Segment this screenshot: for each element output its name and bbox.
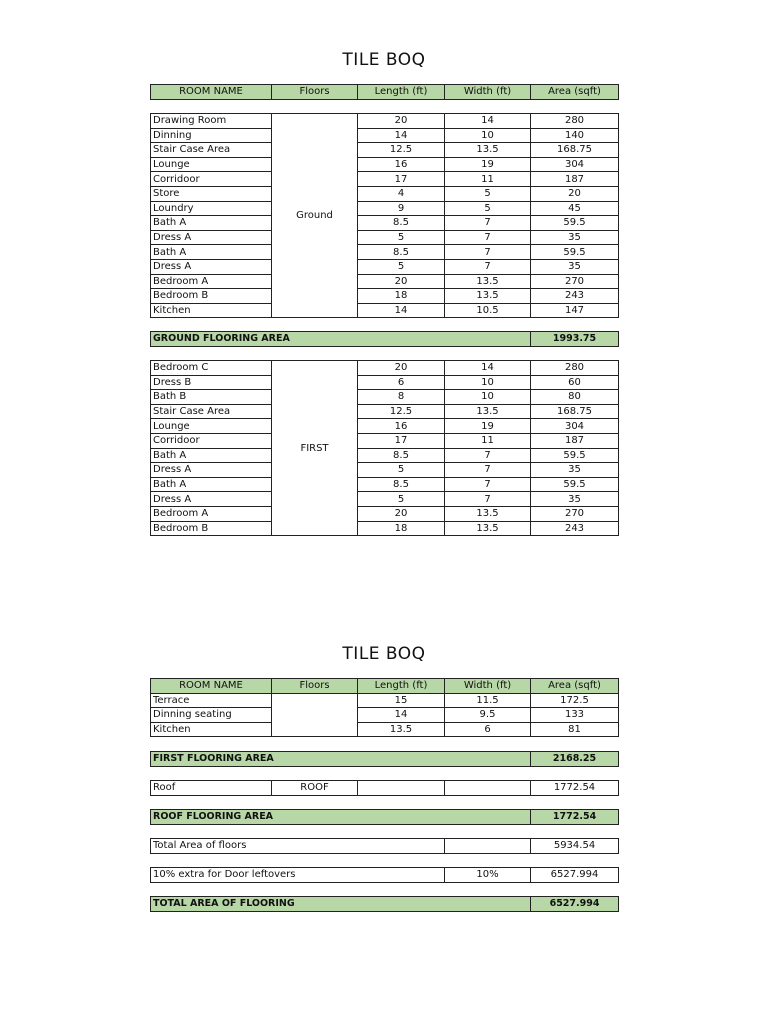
table-row xyxy=(151,375,619,390)
ground-floor-table xyxy=(150,113,619,318)
width-cell: 13.5 xyxy=(445,404,531,419)
room-name-cell: Bedroom A xyxy=(151,274,272,289)
room-name-cell: Bath A xyxy=(151,216,272,231)
header-length: Length (ft) xyxy=(358,679,445,694)
area-cell: 45 xyxy=(531,201,619,216)
room-name-cell: Dress A xyxy=(151,463,272,478)
length-cell: 17 xyxy=(358,172,445,187)
roof-total-label: ROOF FLOORING AREA xyxy=(151,810,531,825)
page-title: TILE BOQ xyxy=(342,50,426,70)
table-row xyxy=(151,216,619,231)
first-total-label: FIRST FLOORING AREA xyxy=(151,752,531,767)
width-cell: 7 xyxy=(445,477,531,492)
roof-room-name: Roof xyxy=(151,781,272,796)
room-name-cell: Dinning xyxy=(151,128,272,143)
table-row xyxy=(151,274,619,289)
length-cell: 12.5 xyxy=(358,143,445,158)
area-cell: 243 xyxy=(531,521,619,536)
header-room-name: ROOM NAME xyxy=(151,85,272,100)
area-cell: 304 xyxy=(531,419,619,434)
area-cell: 270 xyxy=(531,506,619,521)
width-cell: 6 xyxy=(445,722,531,737)
room-name-cell: Bath B xyxy=(151,390,272,405)
table-row xyxy=(151,693,619,708)
length-cell: 5 xyxy=(358,259,445,274)
area-cell: 280 xyxy=(531,361,619,376)
length-cell: 4 xyxy=(358,186,445,201)
area-cell: 187 xyxy=(531,172,619,187)
table-row xyxy=(151,303,619,318)
area-cell: 168.75 xyxy=(531,143,619,158)
first-total-value: 2168.25 xyxy=(531,752,619,767)
floor-cell xyxy=(272,693,358,737)
total-floors-empty xyxy=(445,839,531,854)
width-cell: 7 xyxy=(445,216,531,231)
length-cell: 17 xyxy=(358,433,445,448)
ground-total-label: GROUND FLOORING AREA xyxy=(151,332,531,347)
table-row xyxy=(151,128,619,143)
length-cell: 12.5 xyxy=(358,404,445,419)
floor-cell: FIRST xyxy=(272,361,358,536)
total-floors-label: Total Area of floors xyxy=(151,839,445,854)
table-row xyxy=(151,477,619,492)
table-row xyxy=(151,419,619,434)
roof-total-row xyxy=(151,810,619,825)
room-name-cell: Bedroom A xyxy=(151,506,272,521)
roof-floor: ROOF xyxy=(272,781,358,796)
room-name-cell: Bath A xyxy=(151,477,272,492)
area-cell: 270 xyxy=(531,274,619,289)
width-cell: 10 xyxy=(445,128,531,143)
width-cell: 9.5 xyxy=(445,708,531,723)
width-cell: 13.5 xyxy=(445,274,531,289)
room-name-cell: Lounge xyxy=(151,157,272,172)
header-width: Width (ft) xyxy=(445,679,531,694)
total-floors-table xyxy=(150,838,619,854)
first-floor-table xyxy=(150,360,619,536)
room-name-cell: Dress B xyxy=(151,375,272,390)
table-row xyxy=(151,492,619,507)
table-row xyxy=(151,521,619,536)
terrace-table xyxy=(150,678,619,737)
area-cell: 187 xyxy=(531,433,619,448)
area-cell: 35 xyxy=(531,259,619,274)
area-cell: 81 xyxy=(531,722,619,737)
header-table xyxy=(150,84,619,100)
ground-total-value: 1993.75 xyxy=(531,332,619,347)
room-name-cell: Corridoor xyxy=(151,172,272,187)
roof-total-value: 1772.54 xyxy=(531,810,619,825)
length-cell: 6 xyxy=(358,375,445,390)
length-cell: 15 xyxy=(358,693,445,708)
length-cell: 5 xyxy=(358,463,445,478)
width-cell: 14 xyxy=(445,114,531,129)
floor-cell: Ground xyxy=(272,114,358,318)
grand-total-row xyxy=(151,897,619,912)
ground-total-row xyxy=(151,332,619,347)
area-cell: 59.5 xyxy=(531,216,619,231)
width-cell: 19 xyxy=(445,157,531,172)
grand-total-table xyxy=(150,896,619,912)
table-row xyxy=(151,506,619,521)
table-row xyxy=(151,404,619,419)
extra-row xyxy=(151,868,619,883)
width-cell: 7 xyxy=(445,492,531,507)
room-name-cell: Drawing Room xyxy=(151,114,272,129)
width-cell: 7 xyxy=(445,230,531,245)
width-cell: 10.5 xyxy=(445,303,531,318)
table-row xyxy=(151,230,619,245)
first-total-row xyxy=(151,752,619,767)
roof-length xyxy=(358,781,445,796)
table-row xyxy=(151,390,619,405)
table-row xyxy=(151,289,619,304)
roof-area: 1772.54 xyxy=(531,781,619,796)
length-cell: 13.5 xyxy=(358,722,445,737)
area-cell: 35 xyxy=(531,230,619,245)
header-room-name: ROOM NAME xyxy=(151,679,272,694)
room-name-cell: Loundry xyxy=(151,201,272,216)
area-cell: 59.5 xyxy=(531,477,619,492)
ground-total-table xyxy=(150,331,619,347)
width-cell: 7 xyxy=(445,463,531,478)
roof-total-table xyxy=(150,809,619,825)
width-cell: 7 xyxy=(445,448,531,463)
area-cell: 172.5 xyxy=(531,693,619,708)
room-name-cell: Stair Case Area xyxy=(151,143,272,158)
header-floors: Floors xyxy=(272,85,358,100)
area-cell: 243 xyxy=(531,289,619,304)
table-header-row xyxy=(151,679,619,694)
room-name-cell: Bedroom B xyxy=(151,289,272,304)
grand-total-label: TOTAL AREA OF FLOORING xyxy=(151,897,531,912)
width-cell: 13.5 xyxy=(445,521,531,536)
width-cell: 7 xyxy=(445,245,531,260)
room-name-cell: Bedroom C xyxy=(151,361,272,376)
roof-table xyxy=(150,780,619,796)
total-floors-value: 5934.54 xyxy=(531,839,619,854)
header-area: Area (sqft) xyxy=(531,679,619,694)
length-cell: 16 xyxy=(358,157,445,172)
width-cell: 5 xyxy=(445,186,531,201)
length-cell: 18 xyxy=(358,289,445,304)
length-cell: 14 xyxy=(358,303,445,318)
room-name-cell: Bath A xyxy=(151,448,272,463)
width-cell: 7 xyxy=(445,259,531,274)
table-row xyxy=(151,201,619,216)
room-name-cell: Terrace xyxy=(151,693,272,708)
width-cell: 11 xyxy=(445,433,531,448)
room-name-cell: Dinning seating xyxy=(151,708,272,723)
table-row xyxy=(151,722,619,737)
width-cell: 11.5 xyxy=(445,693,531,708)
width-cell: 10 xyxy=(445,375,531,390)
room-name-cell: Bath A xyxy=(151,245,272,260)
room-name-cell: Dress A xyxy=(151,492,272,507)
table-row xyxy=(151,186,619,201)
table-header-row xyxy=(151,85,619,100)
length-cell: 20 xyxy=(358,114,445,129)
room-name-cell: Dress A xyxy=(151,230,272,245)
grand-total-value: 6527.994 xyxy=(531,897,619,912)
area-cell: 59.5 xyxy=(531,448,619,463)
area-cell: 20 xyxy=(531,186,619,201)
area-cell: 168.75 xyxy=(531,404,619,419)
area-cell: 80 xyxy=(531,390,619,405)
table-row xyxy=(151,433,619,448)
length-cell: 5 xyxy=(358,492,445,507)
page-title-2: TILE BOQ xyxy=(342,644,426,664)
extra-label: 10% extra for Door leftovers xyxy=(151,868,445,883)
header-floors: Floors xyxy=(272,679,358,694)
width-cell: 14 xyxy=(445,361,531,376)
length-cell: 18 xyxy=(358,521,445,536)
extra-percent: 10% xyxy=(445,868,531,883)
width-cell: 10 xyxy=(445,390,531,405)
length-cell: 20 xyxy=(358,274,445,289)
area-cell: 59.5 xyxy=(531,245,619,260)
table-row xyxy=(151,259,619,274)
area-cell: 133 xyxy=(531,708,619,723)
table-row xyxy=(151,463,619,478)
extra-table xyxy=(150,867,619,883)
area-cell: 35 xyxy=(531,463,619,478)
length-cell: 20 xyxy=(358,361,445,376)
area-cell: 304 xyxy=(531,157,619,172)
length-cell: 8 xyxy=(358,390,445,405)
header-width: Width (ft) xyxy=(445,85,531,100)
total-floors-row xyxy=(151,839,619,854)
header-area: Area (sqft) xyxy=(531,85,619,100)
table-row xyxy=(151,172,619,187)
area-cell: 35 xyxy=(531,492,619,507)
length-cell: 14 xyxy=(358,708,445,723)
area-cell: 147 xyxy=(531,303,619,318)
length-cell: 20 xyxy=(358,506,445,521)
first-total-table xyxy=(150,751,619,767)
width-cell: 13.5 xyxy=(445,506,531,521)
roof-width xyxy=(445,781,531,796)
width-cell: 13.5 xyxy=(445,143,531,158)
table-row xyxy=(151,361,619,376)
room-name-cell: Kitchen xyxy=(151,722,272,737)
area-cell: 280 xyxy=(531,114,619,129)
room-name-cell: Stair Case Area xyxy=(151,404,272,419)
table-row xyxy=(151,157,619,172)
room-name-cell: Kitchen xyxy=(151,303,272,318)
table-row xyxy=(151,114,619,129)
width-cell: 11 xyxy=(445,172,531,187)
room-name-cell: Store xyxy=(151,186,272,201)
room-name-cell: Dress A xyxy=(151,259,272,274)
table-row xyxy=(151,245,619,260)
area-cell: 60 xyxy=(531,375,619,390)
length-cell: 14 xyxy=(358,128,445,143)
width-cell: 19 xyxy=(445,419,531,434)
width-cell: 5 xyxy=(445,201,531,216)
table-row xyxy=(151,708,619,723)
width-cell: 13.5 xyxy=(445,289,531,304)
length-cell: 5 xyxy=(358,230,445,245)
length-cell: 8.5 xyxy=(358,448,445,463)
extra-value: 6527.994 xyxy=(531,868,619,883)
length-cell: 8.5 xyxy=(358,245,445,260)
length-cell: 8.5 xyxy=(358,477,445,492)
room-name-cell: Lounge xyxy=(151,419,272,434)
header-length: Length (ft) xyxy=(358,85,445,100)
length-cell: 9 xyxy=(358,201,445,216)
room-name-cell: Bedroom B xyxy=(151,521,272,536)
length-cell: 8.5 xyxy=(358,216,445,231)
table-row xyxy=(151,448,619,463)
room-name-cell: Corridoor xyxy=(151,433,272,448)
area-cell: 140 xyxy=(531,128,619,143)
table-row xyxy=(151,143,619,158)
length-cell: 16 xyxy=(358,419,445,434)
roof-row xyxy=(151,781,619,796)
